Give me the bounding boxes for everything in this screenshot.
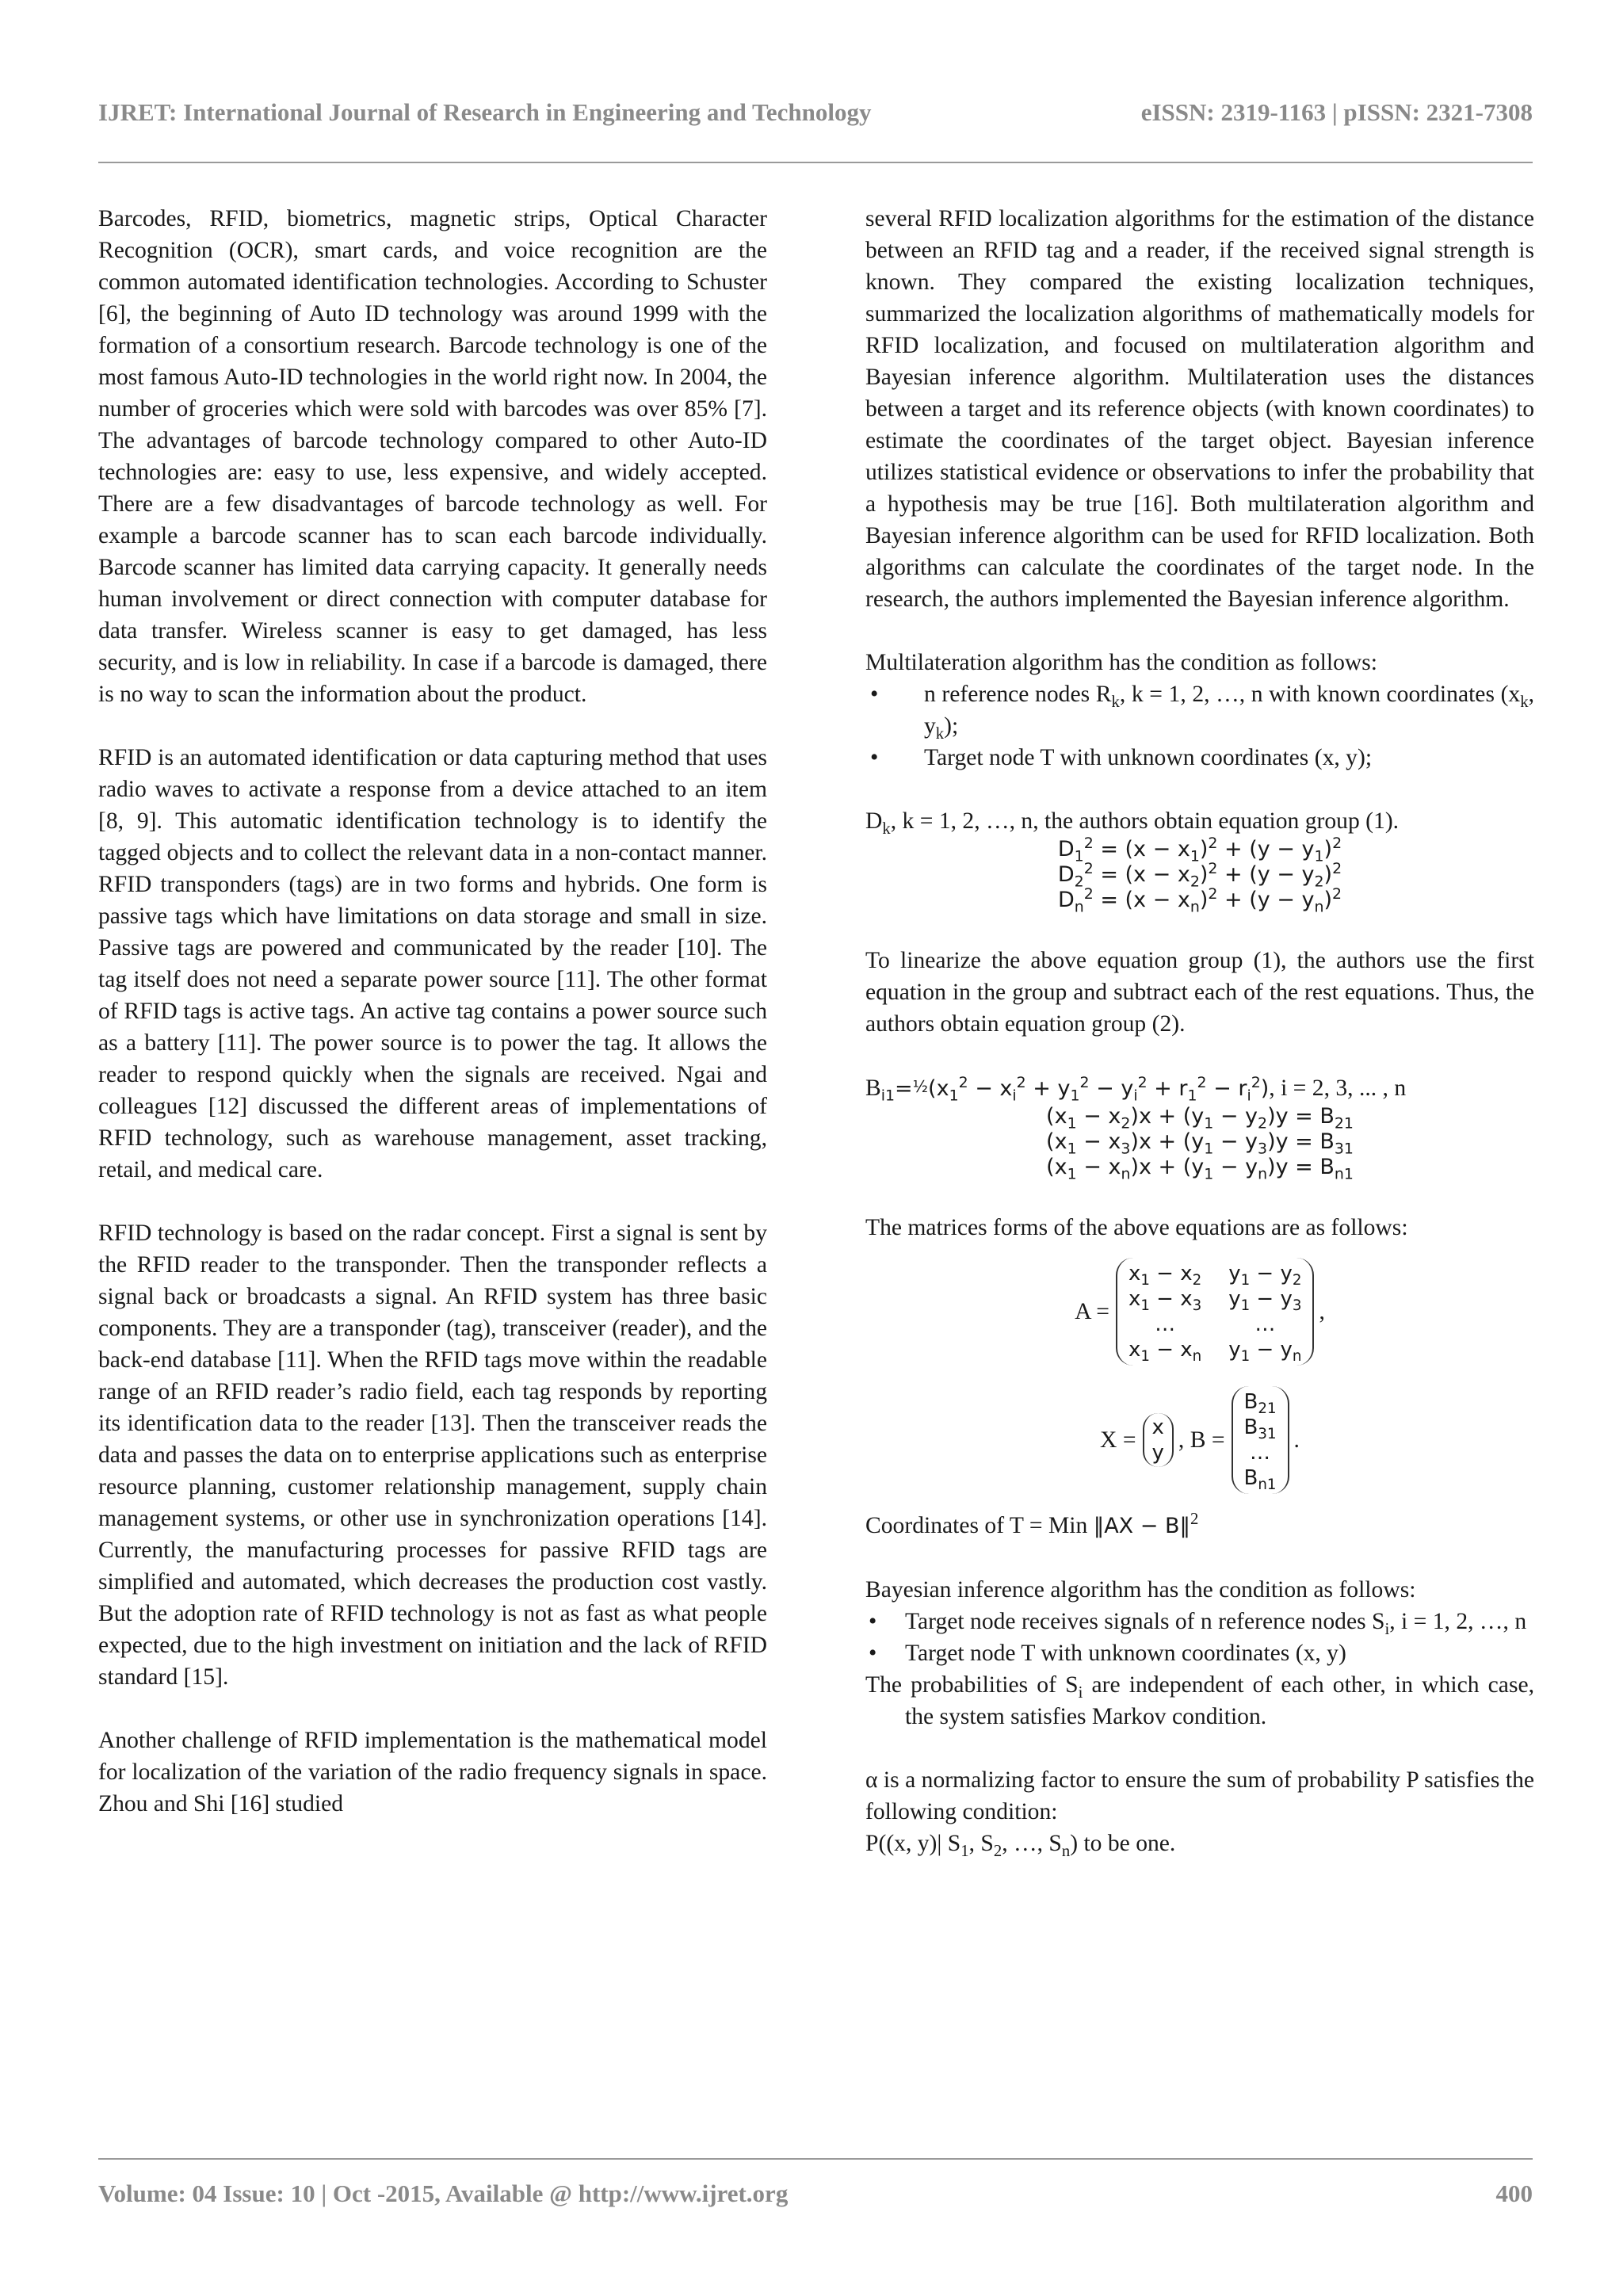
paragraph-rfid-radar: RFID technology is based on the radar concept. First a signal is sent by the RFID reader to the transponder. Then the transponder reflects a signal back or broadcasts a signal. An RFID system has three basic components. They are a transponder (tag), transceiver (reader), and the back-end database [11]. When the RFID tags move within the readable range of an RFID reader’s radio field, each tag responds by reporting its identification data to the reader [13]. Then the transceiver reads the data and passes the data on to enterprise applications such as enterprise resource planning, customer relationship management, supply chain management systems, or other use in synchronization operations [14]. Currently, the manufacturing processes for passive RFID tags are simplified and automated, which decreases the production cost vastly. But the adoption rate of RFID technology is not as fast as what people expected, due to the high investment on initiation and the lack of RFID standard [15]. [98,1221,767,1690]
paragraph-auto-id: Barcodes, RFID, biometrics, magnetic strips, Optical Character Recognition (OCR), smart cards, and voice recognition are the common automated identification technologies. According to Schuster [6], the beginning of Auto ID technology was around 1999 with the formation of a consortium research. Barcode technology is one of the most famous Auto-ID technologies in the world right now. In 2004, the number of groceries which were sold with barcodes was over 85% [7]. The advantages of barcode technology compared to other Auto-ID technologies are: easy to use, less expensive, and widely accepted. There are a few disadvantages of barcode technology as well. For example a barcode scanner has to scan each barcode individually. Barcode scanner has limited data carrying capacity. It generally needs human involvement or direct connection with computer database for data transfer. Wireless scanner is easy to get damaged, has less security, and is low in reliability. In case if a barcode is damaged, there is no way to scan the information about the product. [98,206,767,707]
page-footer [98,2179,1533,2208]
probabilities-line: The probabilities of $S_i$ are independent of each other, in which case, the system satisfies Markov condition. [865,1672,1534,1729]
coordinates-formula: Coordinates of T = Min ‖AX − B‖$^2$ [865,1511,1199,1538]
volume-info: Volume: 04 Issue: 10 | Oct -2015, Available @ http://www.ijret.org [98,2179,789,2207]
multilateration-intro: Multilateration algorithm has the condition as follows: [865,650,1378,675]
right-column [865,203,1534,1859]
paragraph-localization-algorithms: several RFID localization algorithms for the estimation of the distance between an RFID tag and a reader, if the received signal strength is known. They compared the existing localization techniques, summarized the localization algorithms of mathematically models for RFID localization, and focused on multilateration algorithm and Bayesian inference algorithm. Multilateration uses the distances between a target and its reference objects (with known coordinates) to estimate the coordinates of the target object. Bayesian inference utilizes statistical evidence or observations to infer the probability that a hypothesis may be true [16]. Both multilateration algorithm and Bayesian inference algorithm can be used for RFID localization. Both algorithms can calculate the coordinates of the target node. In the research, the authors implemented the Bayesian inference algorithm. [865,206,1534,612]
left-column [98,203,767,1820]
multilateration-conditions [865,678,1534,774]
list-item: • n reference nodes $R_k$, k = 1, 2, …, n with known coordinates ($x_k$, $y_k$); [865,678,1534,742]
paragraph-rfid-intro: RFID is an automated identification or data capturing method that uses radio waves to activate a response from a device attached to an item [8, 9]. This automatic identification technology is to identify the tagged objects and to collect the relevant data in a non-contact manner. RFID transponders (tags) are in two forms and hybrids. One form is passive tags which have limitations on data storage and small in size. Passive tags are powered and communicated by the reader [10]. The tag itself does not need a separate power source [11]. The other format of RFID tags is active tags. An active tag contains a power source such as a battery [11]. The power source is to power the tag. It allows the reader to respond quickly when the signals are received. Ngai and colleagues [12] discussed the different areas of implementations of RFID technology, such as warehouse management, asset tracking, retail, and medical care. [98,745,767,1182]
bayes-intro: Bayesian inference algorithm has the condition as follows: [865,1577,1416,1603]
matrix-a: A = $x_1 - x_2$ $y_1 - y_2$ $x_1 - x_3$ $y_1 - y_3$ … … $x_1 - x_n$ $y_1 - y_n$ , [865,1258,1534,1366]
list-item: • Target node receives signals of n reference nodes $S_i$, i = 1, 2, …, n [865,1606,1534,1637]
matrix-x-b: X = x y , B = $B_{21}$ $B_{31}$ … $B_{n1}$ . [865,1386,1534,1494]
header-rule [98,162,1533,163]
paragraph-localization-challenge: Another challenge of RFID implementation is the mathematical model for localization of the variation of the radio frequency signals in space. Zhou and Shi [16] studied [98,1728,767,1817]
issn-info: eISSN: 2319-1163 | pISSN: 2321-7308 [1140,98,1533,126]
probability-condition: P((x, y)| $S_1$, $S_2$, …, $S_n$) to be one. [865,1831,1176,1860]
journal-title: IJRET: International Journal of Research in Engineering and Technology [98,98,872,126]
paragraph-linearize: To linearize the above equation group (1), the authors use the first equation in the group and subtract each of the rest equations. Thus, the authors obtain equation group (2). [865,948,1534,1037]
alpha-line: α is a normalizing factor to ensure the sum of probability P satisfies the following condition: [865,1767,1534,1824]
matrices-intro: The matrices forms of the above equations are as follows: [865,1215,1408,1240]
bayes-conditions [865,1606,1534,1669]
list-item: • Target node T with unknown coordinates (x, y); [865,742,1534,774]
dk-line: $D_k$, k = 1, 2, …, n, the authors obtain equation group (1). [865,808,1400,838]
equation-group-2: $(x_1 - x_2)x + (y_1 - y_2)y = B_{21}$ $(x_1 - x_3)x + (y_1 - y_3)y = B_{31}$ $(x_1 - x_n)x + (y_1 - y_n)y = B_{n1}$ [1046,1104,1354,1183]
footer-rule [98,2158,1533,2160]
page-number: 400 [1495,2179,1533,2207]
list-item: • Target node T with unknown coordinates (x, y) [865,1637,1534,1669]
equation-group-1: $D_1^2 = (x - x_1)^2 + (y - y_1)^2$ $D_2^2 = (x - x_2)^2 + (y - y_2)^2$ $D_n^2 = (x - x_n)^2 + (y - y_n)^2$ [1057,835,1342,916]
bi1-definition: $B_{i1}=\frac{1}{2}(x_1^2 - x_i^2 + y_1^2 - y_i^2 + r_1^2 - r_i^2)$, i = 2, 3, ... , n [865,1074,1407,1105]
page-header [98,98,1533,127]
